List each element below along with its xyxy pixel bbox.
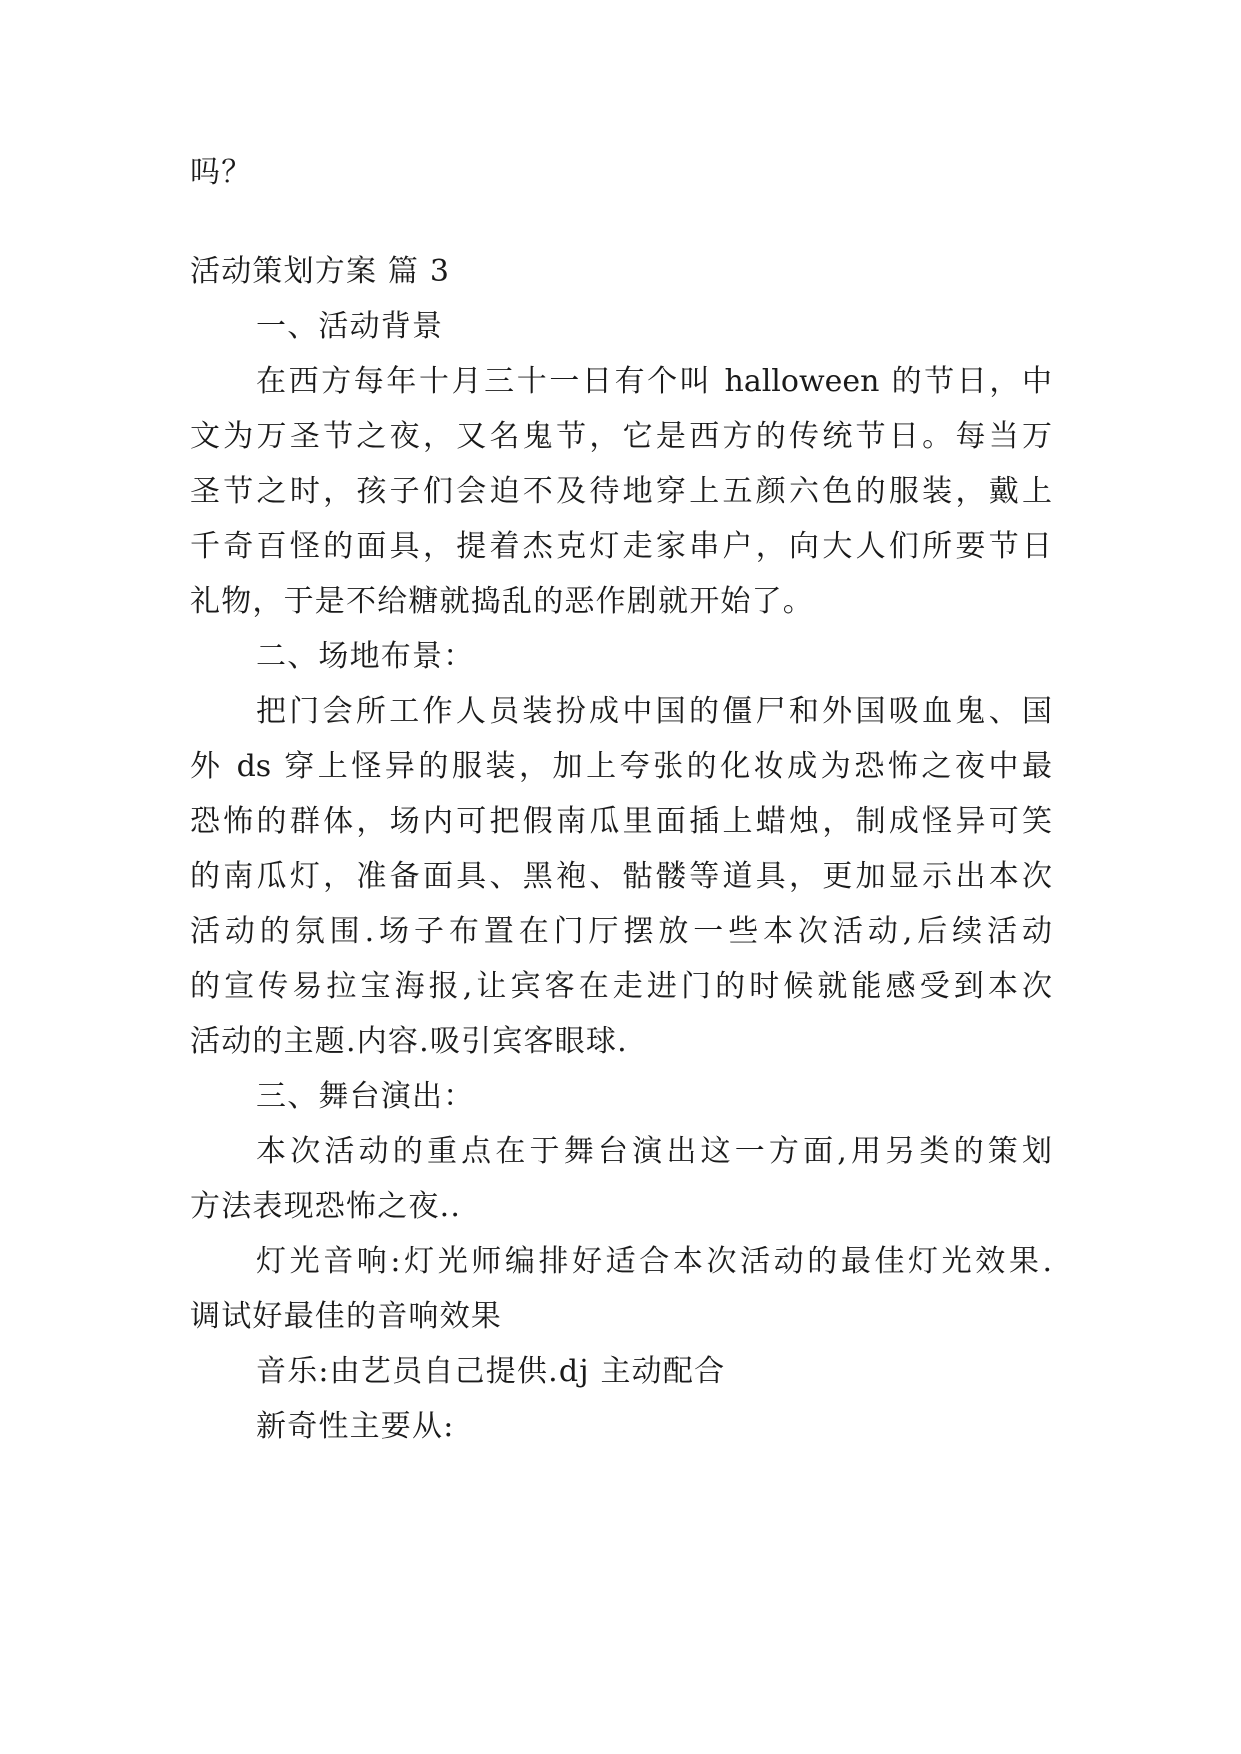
paragraph-line: 的宣传易拉宝海报,让宾客在走进门的时候就能感受到本次 (190, 969, 1052, 1004)
paragraph-line: 活动的主题.内容.吸引宾客眼球. (190, 1024, 628, 1059)
paragraph-line: 千奇百怪的面具，提着杰克灯走家串户，向大人们所要节日 (190, 529, 1052, 564)
heading-activity-background: 一、活动背景 (256, 309, 444, 344)
paragraph-line: 音乐:由艺员自己提供.dj 主动配合 (256, 1354, 726, 1389)
paragraph-line: 恐怖的群体，场内可把假南瓜里面插上蜡烛，制成怪异可笑 (190, 804, 1052, 839)
heading-stage-performance: 三、舞台演出： (256, 1079, 475, 1114)
paragraph-line: 调试好最佳的音响效果 (190, 1299, 502, 1334)
paragraph-line: 文为万圣节之夜，又名鬼节，它是西方的传统节日。每当万 (190, 419, 1052, 454)
paragraph-line: 本次活动的重点在于舞台演出这一方面,用另类的策划 (256, 1134, 1052, 1169)
heading-venue-decoration: 二、场地布景： (256, 639, 475, 674)
text-line-continuation: 吗？ (190, 155, 253, 190)
paragraph-line: 把门会所工作人员装扮成中国的僵尸和外国吸血鬼、国 (256, 694, 1052, 729)
paragraph-line: 活动的氛围.场子布置在门厅摆放一些本次活动,后续活动 (190, 914, 1052, 949)
paragraph-line: 外 ds 穿上怪异的服装，加上夸张的化妆成为恐怖之夜中最 (190, 749, 1052, 784)
paragraph-line: 方法表现恐怖之夜.. (190, 1189, 462, 1224)
paragraph-line: 灯光音响:灯光师编排好适合本次活动的最佳灯光效果. (256, 1244, 1052, 1279)
paragraph-line: 新奇性主要从: (256, 1409, 455, 1444)
paragraph-line: 圣节之时，孩子们会迫不及待地穿上五颜六色的服装，戴上 (190, 474, 1052, 509)
paragraph-line: 在西方每年十月三十一日有个叫 halloween 的节日，中 (256, 364, 1052, 399)
paragraph-line: 礼物，于是不给糖就捣乱的恶作剧就开始了。 (190, 584, 814, 619)
paragraph-line: 的南瓜灯，准备面具、黑袍、骷髅等道具，更加显示出本次 (190, 859, 1052, 894)
section-title: 活动策划方案 篇 3 (190, 254, 451, 289)
